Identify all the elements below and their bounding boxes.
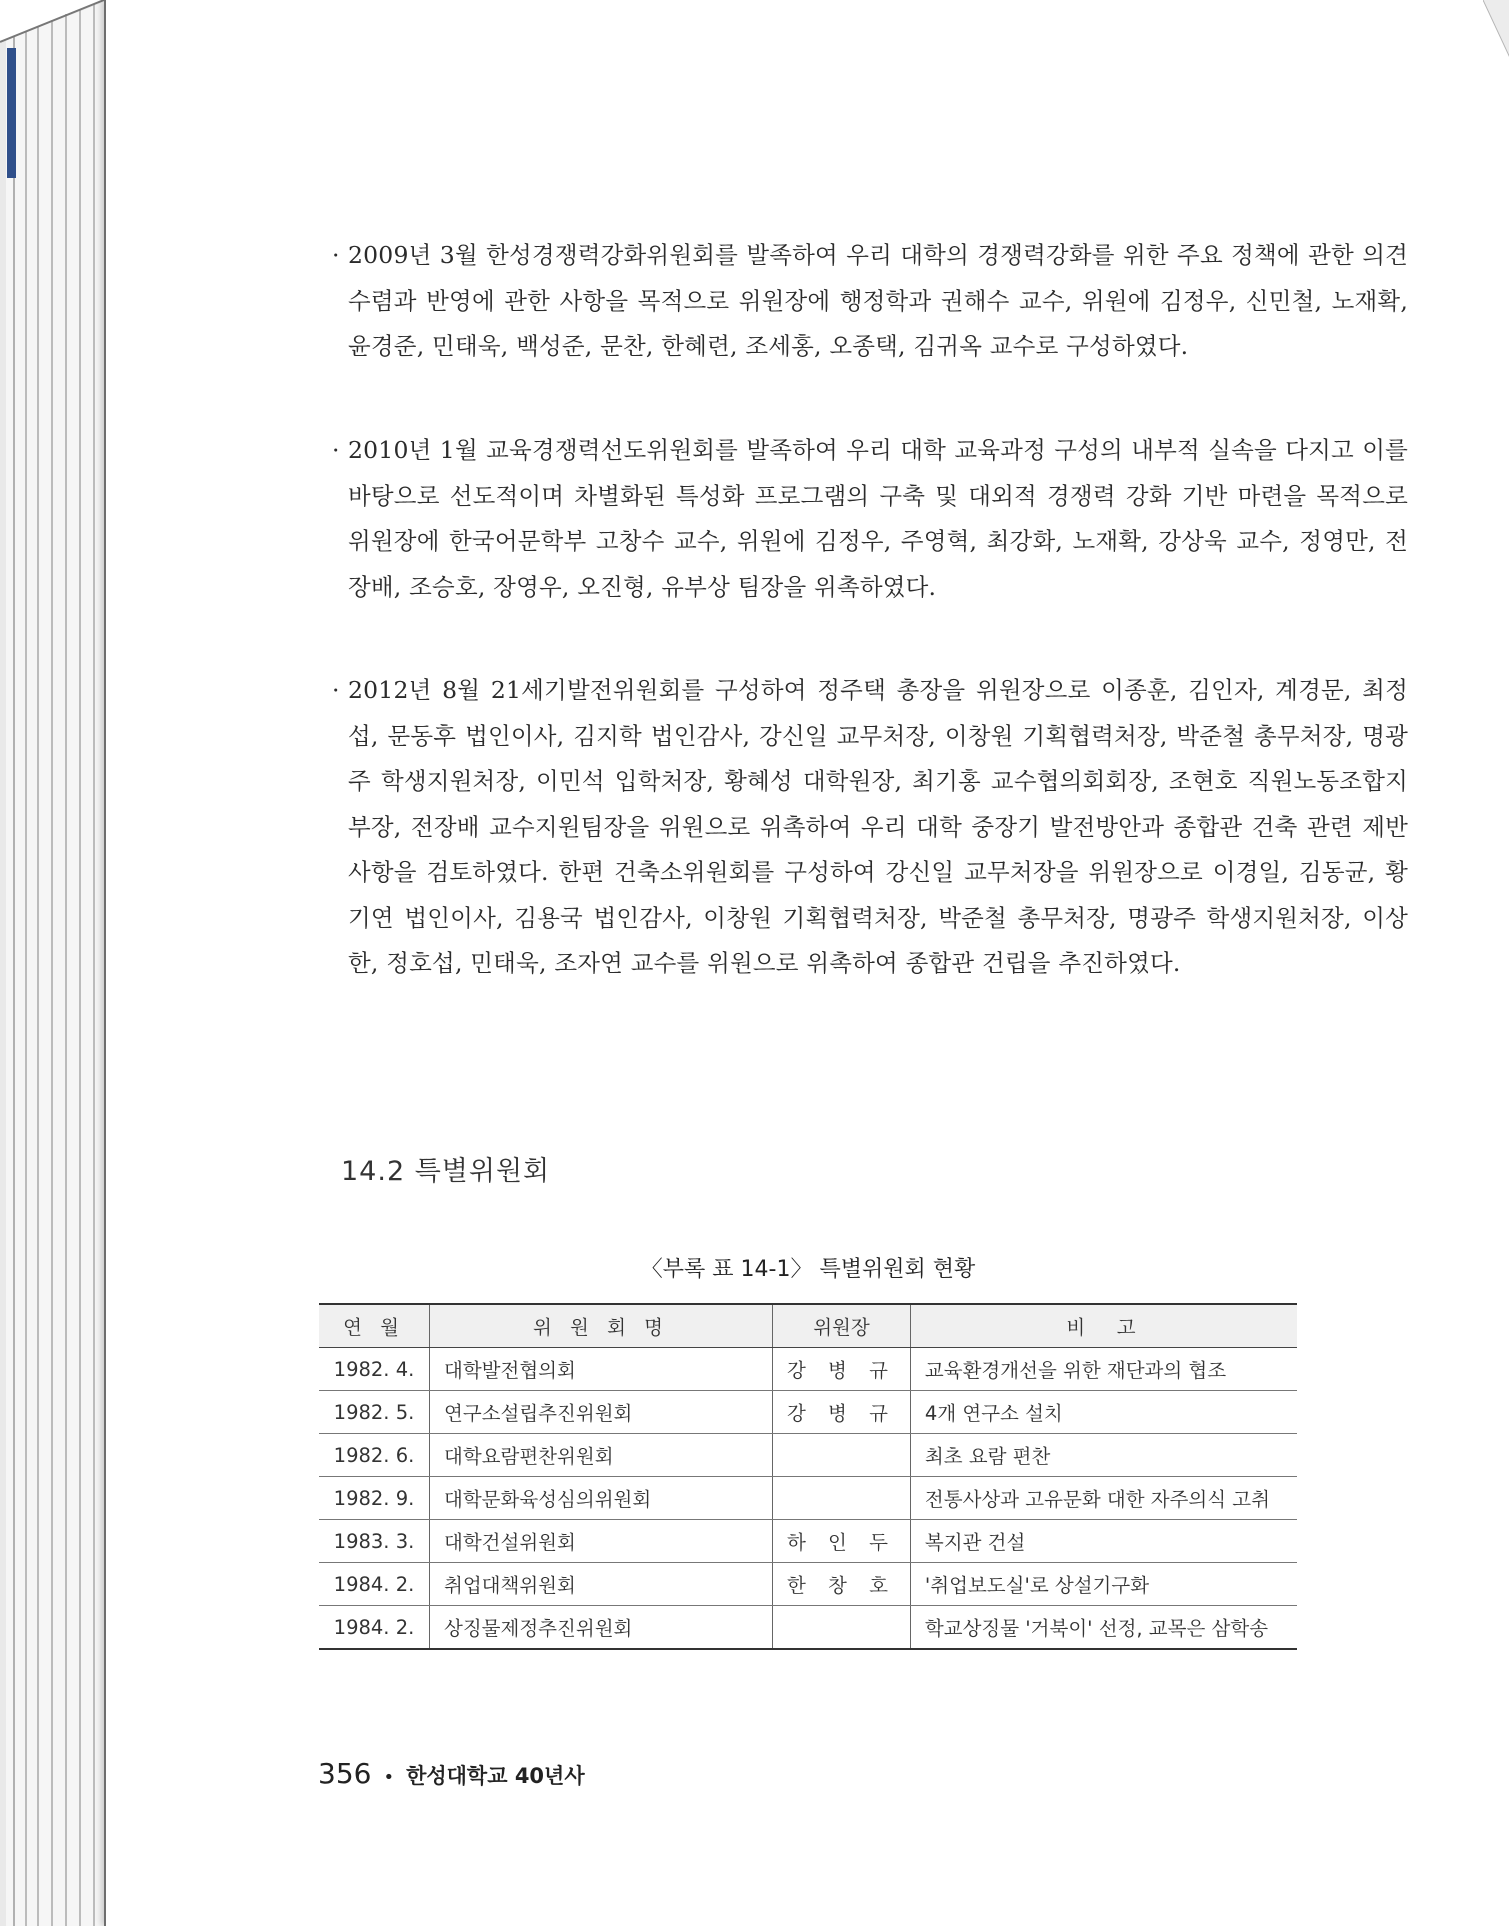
paragraph-text: 2010년 1월 교육경쟁력선도위원회를 발족하여 우리 대학 교육과정 구성의 내부적 실속을 다지고 이를 바탕으로 선도적이며 차별화된 특성화 프로그램의 구축 및 대외적 경쟁력 강화 기반 마련을 목적으로 위원장에 한국어문학부 고창수 교수, 위원에 김정우, 주영혁, 최강화, 노재확, 강상욱 교수, 정영만, 전장배, 조승호, 장영우, 오진형, 유부상 팀장을 위촉하였다. xyxy=(348,436,1408,601)
bullet-marker: · xyxy=(332,676,340,704)
page-number: 356 xyxy=(318,1757,372,1790)
cell-date: 1982. 9. xyxy=(319,1477,430,1520)
cell-date: 1982. 6. xyxy=(319,1434,430,1477)
cell-note: 학교상징물 '거북이' 선정, 교목은 삼학송 xyxy=(910,1606,1297,1650)
cell-note: 복지관 건설 xyxy=(910,1520,1297,1563)
cell-chair xyxy=(773,1477,911,1520)
cell-committee: 대학건설위원회 xyxy=(430,1520,773,1563)
cell-chair xyxy=(773,1434,911,1477)
cell-date: 1982. 4. xyxy=(319,1348,430,1391)
paragraph-text: 2012년 8월 21세기발전위원회를 구성하여 정주택 총장을 위원장으로 이종훈, 김인자, 계경문, 최정섭, 문동후 법인이사, 김지학 법인감사, 강신일 교무처장, 이창원 기획협력처장, 박준철 총무처장, 명광주 학생지원처장, 이민석 입학처장, 황혜성 대학원장, 최기홍 교수협의회회장, 조현호 직원노동조합지부장, 전장배 교수지원팀장을 위원으로 위촉하여 우리 대학 중장기 발전방안과 종합관 건축 관련 제반 사항을 검토하였다. 한편 건축소위원회를 구성하여 강신일 교무처장을 위원장으로 이경일, 김동균, 황기연 법인이사, 김용국 법인감사, 이창원 기획협력처장, 박준철 총무처장, 명광주 학생지원처장, 이상한, 정호섭, 민태욱, 조자연 교수를 위원으로 위촉하여 종합관 건립을 추진하였다. xyxy=(348,676,1408,977)
table-caption: 〈부록 표 14-1〉 특별위원회 현황 xyxy=(640,1257,976,1282)
header-date: 연 월 xyxy=(319,1304,430,1348)
paragraph-2012 xyxy=(332,668,1408,987)
paragraph-2010 xyxy=(332,428,1408,610)
header-chair: 위원장 xyxy=(773,1304,911,1348)
table-row xyxy=(319,1606,1297,1650)
cell-note: 최초 요람 편찬 xyxy=(910,1434,1297,1477)
cell-note: 전통사상과 고유문화 대한 자주의식 고취 xyxy=(910,1477,1297,1520)
header-committee: 위 원 회 명 xyxy=(430,1304,773,1348)
cell-chair: 강 병 규 xyxy=(773,1348,911,1391)
footer-separator: • xyxy=(383,1767,395,1788)
bullet-marker: · xyxy=(332,241,340,269)
page-footer xyxy=(318,1757,585,1790)
cell-committee: 취업대책위원회 xyxy=(430,1563,773,1606)
bullet-marker: · xyxy=(332,436,340,464)
cell-chair: 한 창 호 xyxy=(773,1563,911,1606)
cell-committee: 대학문화육성심의위원회 xyxy=(430,1477,773,1520)
cell-date: 1984. 2. xyxy=(319,1563,430,1606)
header-note: 비 고 xyxy=(910,1304,1297,1348)
cell-note: '취업보도실'로 상설기구화 xyxy=(910,1563,1297,1606)
table-row xyxy=(319,1434,1297,1477)
cell-date: 1983. 3. xyxy=(319,1520,430,1563)
cell-note: 4개 연구소 설치 xyxy=(910,1391,1297,1434)
book-title: 한성대학교 40년사 xyxy=(406,1764,585,1788)
cell-committee: 상징물제정추진위원회 xyxy=(430,1606,773,1650)
cell-committee: 대학요람편찬위원회 xyxy=(430,1434,773,1477)
table-row xyxy=(319,1520,1297,1563)
cell-chair xyxy=(773,1606,911,1650)
cell-committee: 대학발전협의회 xyxy=(430,1348,773,1391)
paragraph-text: 2009년 3월 한성경쟁력강화위원회를 발족하여 우리 대학의 경쟁력강화를 위한 주요 정책에 관한 의견 수렴과 반영에 관한 사항을 목적으로 위원장에 행정학과 권해수 교수, 위원에 김정우, 신민철, 노재확, 윤경준, 민태욱, 백성준, 문찬, 한혜련, 조세홍, 오종택, 김귀옥 교수로 구성하였다. xyxy=(348,241,1408,360)
cell-chair: 하 인 두 xyxy=(773,1520,911,1563)
cell-date: 1982. 5. xyxy=(319,1391,430,1434)
book-page xyxy=(104,0,1509,1926)
cell-chair: 강 병 규 xyxy=(773,1391,911,1434)
cell-committee: 연구소설립추진위원회 xyxy=(430,1391,773,1434)
table-row xyxy=(319,1477,1297,1520)
section-heading: 14.2 특별위원회 xyxy=(341,1156,551,1187)
committee-table xyxy=(319,1303,1297,1650)
cell-date: 1984. 2. xyxy=(319,1606,430,1650)
table-row xyxy=(319,1348,1297,1391)
table-header-row xyxy=(319,1304,1297,1348)
table-row xyxy=(319,1563,1297,1606)
paragraph-2009 xyxy=(332,233,1408,370)
page-stack-edge xyxy=(0,0,110,1926)
cell-note: 교육환경개선을 위한 재단과의 협조 xyxy=(910,1348,1297,1391)
table-row xyxy=(319,1391,1297,1434)
page-content xyxy=(106,0,1509,1926)
